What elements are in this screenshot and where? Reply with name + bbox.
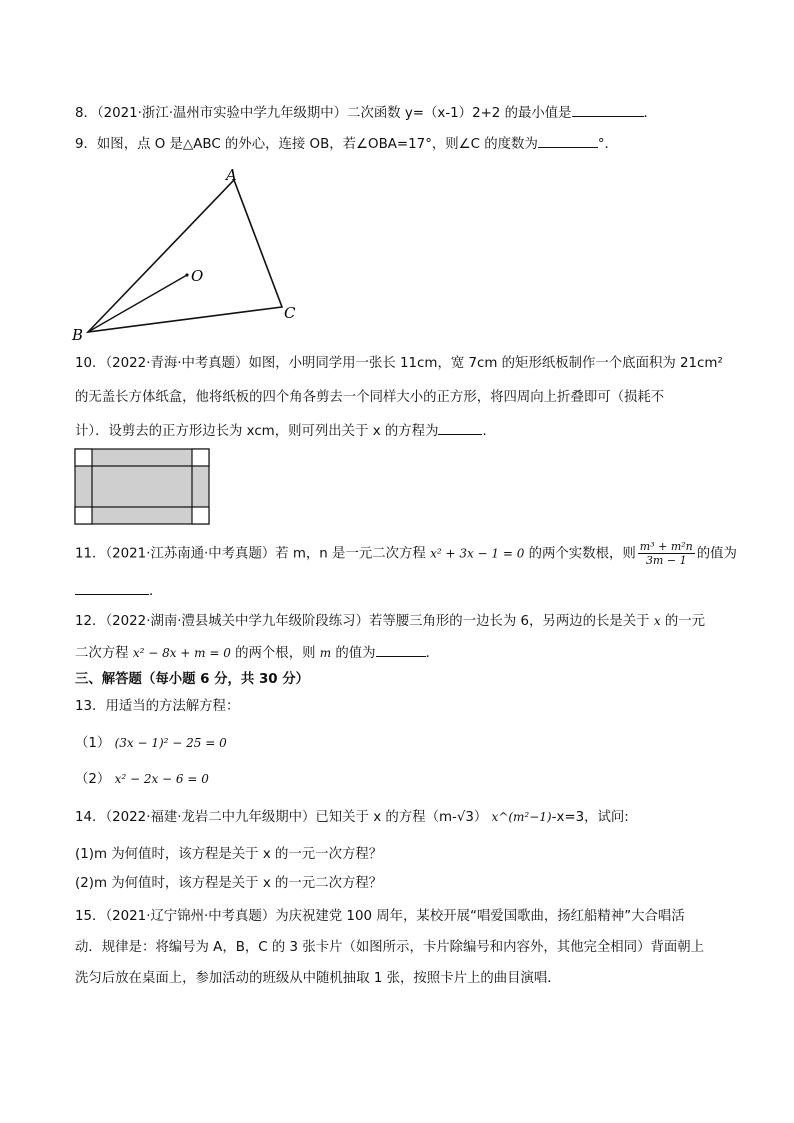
cardboard-shaded-area: [75, 449, 209, 524]
fraction-denominator: 3m − 1: [645, 554, 687, 567]
question-12-line-1: [75, 611, 705, 632]
answer-blank: [438, 420, 482, 435]
answer-blank: [572, 102, 644, 117]
answer-blank: [376, 642, 426, 657]
question-14-sub-2: (2)m 为何值时，该方程是关于 x 的一元二次方程？: [75, 876, 383, 891]
corner-square-bottom-left: [75, 507, 92, 524]
triangle-abc: [88, 180, 282, 332]
question-15-line-1: 15．（2021·辽宁锦州·中考真题）为庆祝建党 100 周年，某校开展“唱爱国歌曲，扬红船精神”大合唱活: [75, 909, 685, 924]
point-o: [185, 273, 188, 276]
question-9: [75, 133, 618, 155]
question-8-text: 8．（2021·浙江·温州市实验中学九年级期中）二次函数 y=（x-1）2+2 的最小值是: [75, 106, 572, 121]
question-13-part-1: [75, 733, 227, 754]
question-11-end: ．: [149, 584, 163, 599]
question-12-line-2-start: 二次方程: [75, 646, 129, 661]
question-14: [75, 807, 629, 828]
variable-m: m: [319, 646, 332, 660]
equation: x^(m²−1): [491, 810, 552, 824]
question-11-mid: 的两个实数根，则: [528, 546, 636, 562]
question-11-text: 11．（2021·江苏南通·中考真题）若 m，n 是一元二次方程: [75, 546, 426, 562]
corner-square-top-right: [192, 449, 209, 466]
question-14-tail: -x=3，试问:: [551, 810, 629, 825]
segment-ob: [88, 275, 187, 332]
question-12-line-1-end: 的一元: [664, 614, 706, 629]
variable-x: x: [653, 614, 661, 628]
answer-blank: [538, 133, 598, 148]
label-b: B: [72, 326, 84, 344]
section-heading: 三、解答题（每小题 6 分，共 30 分）: [75, 672, 310, 687]
equation: x² − 2x − 6 = 0: [114, 772, 209, 786]
question-10-line-3: [75, 420, 496, 442]
question-8-end: ．: [643, 106, 657, 121]
question-11: [75, 540, 737, 567]
part-label: （2）: [75, 772, 111, 787]
question-10-end: ．: [482, 424, 496, 439]
question-12-end: ．: [425, 646, 439, 661]
question-9-text: 9．如图，点 O 是△ABC 的外心，连接 OB，若∠OBA=17°，则∠C 的度数为: [75, 137, 538, 152]
question-12-line-2: [75, 642, 439, 664]
question-12-text: 12．（2022·湖南·澧县城关中学九年级阶段练习）若等腰三角形的一边长为 6，另两边的长是关于: [75, 614, 650, 629]
equation: x² − 8x + m = 0: [132, 646, 231, 660]
answer-blank: [75, 580, 149, 595]
corner-square-top-left: [75, 449, 92, 466]
corner-square-bottom-right: [192, 507, 209, 524]
question-13: 13．用适当的方法解方程：: [75, 699, 240, 714]
question-11-tail: 的值为: [696, 546, 737, 562]
fraction-numerator: m³ + m²n: [639, 540, 693, 553]
equation: (3x − 1)² − 25 = 0: [114, 736, 227, 750]
question-9-end: °．: [597, 137, 618, 152]
question-10-line-3-text: 计）．设剪去的正方形边长为 xcm，则可列出关于 x 的方程为: [75, 424, 439, 439]
question-14-text: 14．（2022·福建·龙岩二中九年级期中）已知关于 x 的方程（m-√3）: [75, 810, 488, 825]
part-label: （1）: [75, 736, 111, 751]
question-10-line-2: 的无盖长方体纸盒，他将纸板的四个角各剪去一个同样大小的正方形，将四周向上折叠即可（损耗不: [75, 390, 665, 405]
fraction: [638, 540, 695, 567]
question-14-sub-1: (1)m 为何值时，该方程是关于 x 的一元一次方程？: [75, 847, 383, 862]
cardboard-figure: [74, 448, 210, 526]
triangle-abc-figure: [60, 160, 320, 345]
label-c: C: [284, 304, 296, 322]
question-12-line-2-mid: 的两个根，则: [235, 646, 316, 661]
equation: x² + 3x − 1 = 0: [430, 546, 525, 561]
question-10-line-1: 10．（2022·青海·中考真题）如图，小明同学用一张长 11cm，宽 7cm 的矩形纸板制作一个底面积为 21cm²: [75, 356, 723, 371]
question-11-answer: [75, 580, 162, 602]
question-8: [75, 102, 657, 124]
label-o: O: [191, 267, 204, 285]
question-15-line-3: 洗匀后放在桌面上，参加活动的班级从中随机抽取 1 张，按照卡片上的曲目演唱．: [75, 971, 561, 986]
label-a: A: [226, 166, 237, 184]
question-12-line-2-end: 的值为: [335, 646, 376, 661]
question-13-part-2: [75, 769, 209, 790]
question-15-line-2: 动．规律是：将编号为 A，B，C 的 3 张卡片（如图所示，卡片除编号和内容外，其他完全相同）背面朝上: [75, 940, 705, 955]
